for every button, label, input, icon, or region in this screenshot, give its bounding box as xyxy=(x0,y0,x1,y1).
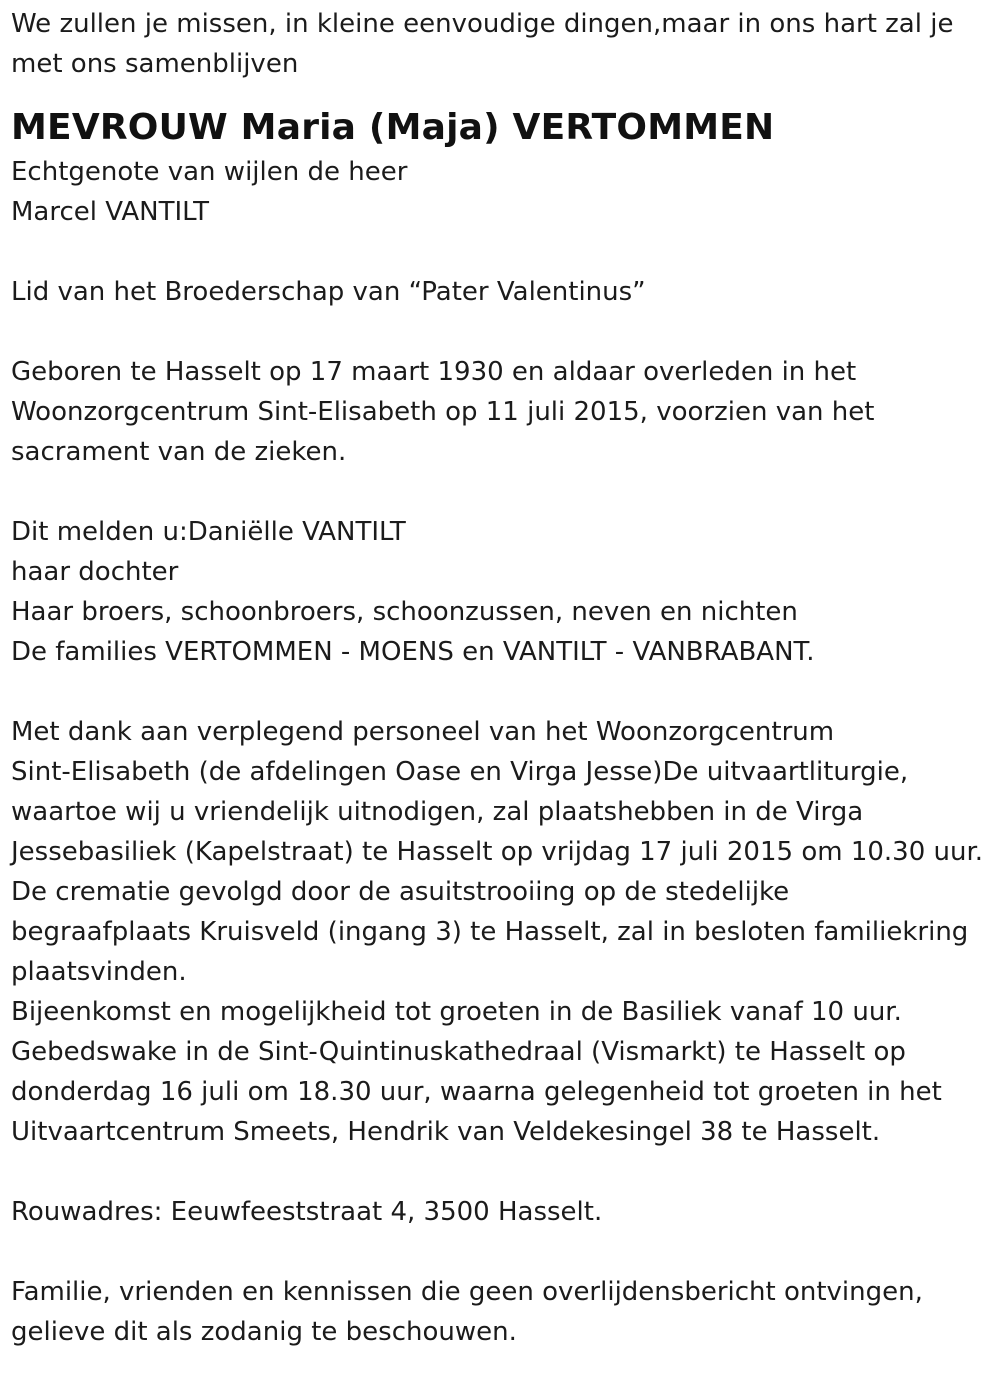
spacer xyxy=(11,672,996,712)
mourning-address: Rouwadres: Eeuwfeeststraat 4, 3500 Hasselt. xyxy=(11,1197,603,1227)
spouse-info xyxy=(11,152,996,232)
text-line: Woonzorgcentrum Sint-Elisabeth op 11 juli 2015, voorzien van het xyxy=(11,397,875,427)
text-line: De crematie gevolgd door de asuitstrooiing op de stedelijke xyxy=(11,877,790,907)
text-line: Jessebasiliek (Kapelstraat) te Hasselt op vrijdag 17 juli 2015 om 10.30 uur. xyxy=(11,837,984,867)
text-line: haar dochter xyxy=(11,557,179,587)
funeral-notice xyxy=(11,4,996,1352)
deceased-name: MEVROUW Maria (Maja) VERTOMMEN xyxy=(11,107,775,148)
closing-note xyxy=(11,1272,996,1352)
text-line: Echtgenote van wijlen de heer xyxy=(11,157,408,187)
text-line: Uitvaartcentrum Smeets, Hendrik van Veldekesingel 38 te Hasselt. xyxy=(11,1117,881,1147)
text-line: begraafplaats Kruisveld (ingang 3) te Hasselt, zal in besloten familiekring xyxy=(11,917,969,947)
text-line: Haar broers, schoonbroers, schoonzussen, neven en nichten xyxy=(11,597,798,627)
spacer xyxy=(11,1152,996,1192)
text-line: De families VERTOMMEN - MOENS en VANTILT - VANBRABANT. xyxy=(11,637,815,667)
text-line: Bijeenkomst en mogelijkheid tot groeten in de Basiliek vanaf 10 uur. xyxy=(11,997,902,1027)
spacer xyxy=(11,312,996,352)
text-line: donderdag 16 juli om 18.30 uur, waarna gelegenheid tot groeten in het xyxy=(11,1077,942,1107)
opening-verse xyxy=(11,4,996,84)
spacer xyxy=(11,1232,996,1272)
text-line: plaatsvinden. xyxy=(11,957,187,987)
text-line: gelieve dit als zodanig te beschouwen. xyxy=(11,1317,517,1347)
text-line: Marcel VANTILT xyxy=(11,197,209,227)
spacer xyxy=(11,84,996,104)
text-line: sacrament van de zieken. xyxy=(11,437,347,467)
text-line: Geboren te Hasselt op 17 maart 1930 en aldaar overleden in het xyxy=(11,357,857,387)
text-line: Dit melden u:Daniëlle VANTILT xyxy=(11,517,406,547)
text-line: Sint-Elisabeth (de afdelingen Oase en Virga Jesse)De uitvaartliturgie, xyxy=(11,757,909,787)
ceremony-info xyxy=(11,712,996,1152)
membership-line: Lid van het Broederschap van “Pater Valentinus” xyxy=(11,277,646,307)
text-line: We zullen je missen, in kleine eenvoudige dingen,maar in ons hart zal je xyxy=(11,9,954,39)
spacer xyxy=(11,472,996,512)
birth-death-info xyxy=(11,352,996,472)
announced-by xyxy=(11,512,996,672)
text-line: met ons samenblijven xyxy=(11,49,299,79)
text-line: Familie, vrienden en kennissen die geen overlijdensbericht ontvingen, xyxy=(11,1277,923,1307)
spacer xyxy=(11,232,996,272)
text-line: Met dank aan verplegend personeel van het Woonzorgcentrum xyxy=(11,717,835,747)
text-line: Gebedswake in de Sint-Quintinuskathedraal (Vismarkt) te Hasselt op xyxy=(11,1037,906,1067)
text-line: waartoe wij u vriendelijk uitnodigen, zal plaatshebben in de Virga xyxy=(11,797,864,827)
